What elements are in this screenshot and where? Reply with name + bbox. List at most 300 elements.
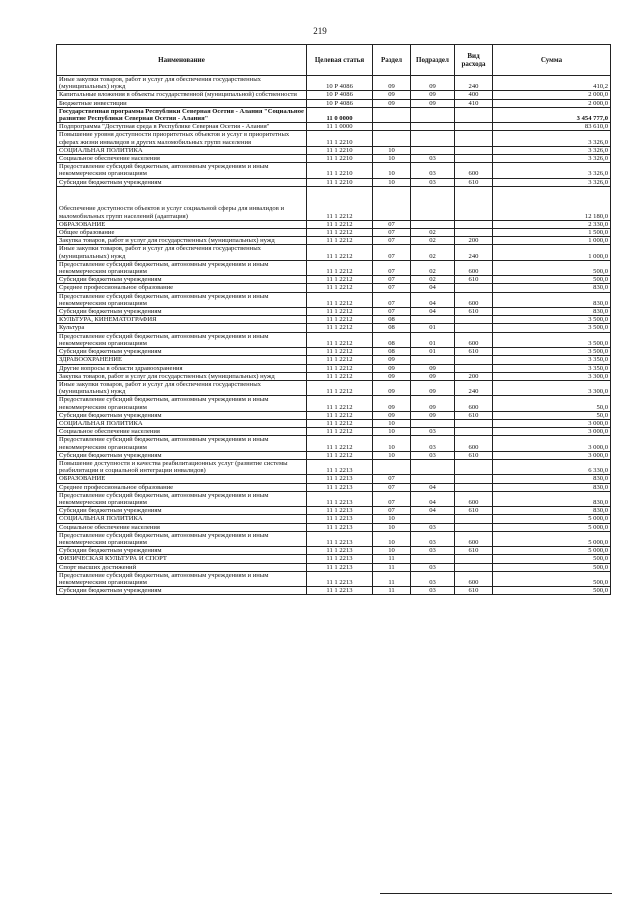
cell-subsection: 01 [411, 332, 455, 347]
cell-target: 11 1 2213 [307, 459, 373, 474]
cell-name: СОЦИАЛЬНАЯ ПОЛИТИКА [57, 146, 307, 154]
cell-subsection: 03 [411, 451, 455, 459]
cell-expense-type: 610 [455, 587, 493, 595]
cell-name: Предоставление субсидий бюджетным, автономным учреждениям и иным некоммерческим организациям [57, 292, 307, 307]
page-number: 219 [313, 26, 327, 36]
cell-section: 10 [373, 451, 411, 459]
cell-target: 11 1 2210 [307, 155, 373, 163]
cell-name: ОБРАЗОВАНИЕ [57, 220, 307, 228]
cell-section: 07 [373, 229, 411, 237]
cell-section [373, 131, 411, 146]
table-row [57, 107, 611, 122]
cell-amount: 5 000,0 [493, 523, 611, 531]
table-row [57, 372, 611, 380]
cell-target: 11 1 2213 [307, 523, 373, 531]
cell-expense-type [455, 131, 493, 146]
cell-section: 07 [373, 308, 411, 316]
cell-target: 11 1 2213 [307, 491, 373, 506]
cell-section: 07 [373, 260, 411, 275]
cell-section: 07 [373, 507, 411, 515]
cell-amount: 3 454 777,0 [493, 107, 611, 122]
table-row [57, 292, 611, 307]
cell-target: 11 1 2212 [307, 332, 373, 347]
table-row [57, 475, 611, 483]
cell-subsection: 03 [411, 155, 455, 163]
cell-amount: 830,0 [493, 308, 611, 316]
cell-subsection: 03 [411, 428, 455, 436]
table-row [57, 245, 611, 260]
cell-subsection [411, 123, 455, 131]
cell-subsection [411, 459, 455, 474]
cell-name: Предоставление субсидий бюджетным, автономным учреждениям и иным некоммерческим организациям [57, 436, 307, 451]
cell-amount: 830,0 [493, 475, 611, 483]
cell-name: ОБРАЗОВАНИЕ [57, 475, 307, 483]
table-row [57, 507, 611, 515]
cell-name: Социальное обеспечение населения [57, 428, 307, 436]
footer-rule [380, 893, 612, 894]
table-row [57, 547, 611, 555]
cell-amount: 3 350,0 [493, 356, 611, 364]
cell-amount: 3 000,0 [493, 419, 611, 427]
cell-name: Субсидии бюджетным учреждениям [57, 547, 307, 555]
cell-name: Предоставление субсидий бюджетным, автономным учреждениям и иным некоммерческим организациям [57, 163, 307, 178]
cell-expense-type: 600 [455, 436, 493, 451]
cell-amount: 500,0 [493, 276, 611, 284]
budget-table [56, 44, 611, 595]
cell-subsection: 03 [411, 587, 455, 595]
table-row [57, 515, 611, 523]
cell-target: 11 1 2212 [307, 316, 373, 324]
header-amount: Сумма [493, 45, 611, 76]
cell-expense-type [455, 364, 493, 372]
cell-expense-type: 610 [455, 308, 493, 316]
cell-subsection: 04 [411, 507, 455, 515]
cell-name: Среднее профессиональное образование [57, 483, 307, 491]
cell-section [373, 186, 411, 220]
cell-name: Предоставление субсидий бюджетным, автономным учреждениям и иным некоммерческим организациям [57, 332, 307, 347]
cell-target: 11 1 2210 [307, 178, 373, 186]
cell-subsection: 01 [411, 324, 455, 332]
cell-expense-type [455, 475, 493, 483]
cell-section: 10 [373, 178, 411, 186]
cell-section: 09 [373, 396, 411, 411]
table-row [57, 186, 611, 220]
cell-amount: 1 000,0 [493, 245, 611, 260]
cell-section: 07 [373, 276, 411, 284]
cell-subsection: 03 [411, 523, 455, 531]
cell-name: СОЦИАЛЬНАЯ ПОЛИТИКА [57, 515, 307, 523]
cell-expense-type: 200 [455, 372, 493, 380]
cell-expense-type: 610 [455, 451, 493, 459]
cell-amount: 3 000,0 [493, 428, 611, 436]
table-row [57, 348, 611, 356]
cell-target: 11 1 2213 [307, 483, 373, 491]
cell-section: 11 [373, 587, 411, 595]
cell-subsection [411, 475, 455, 483]
table-row [57, 220, 611, 228]
cell-amount: 6 330,0 [493, 459, 611, 474]
cell-expense-type [455, 316, 493, 324]
cell-section: 10 [373, 523, 411, 531]
cell-name: Субсидии бюджетным учреждениям [57, 178, 307, 186]
table-row [57, 316, 611, 324]
cell-expense-type [455, 563, 493, 571]
cell-name: Иные закупки товаров, работ и услуг для обеспечения государственных (муниципальных) нужд [57, 76, 307, 91]
table-row [57, 284, 611, 292]
cell-section: 09 [373, 411, 411, 419]
table-row [57, 364, 611, 372]
cell-section: 10 [373, 547, 411, 555]
table-row [57, 237, 611, 245]
cell-amount: 5 000,0 [493, 547, 611, 555]
header-expense-type: Вид расхода [455, 45, 493, 76]
table-row [57, 587, 611, 595]
cell-subsection: 09 [411, 364, 455, 372]
cell-section: 10 [373, 146, 411, 154]
cell-subsection: 02 [411, 276, 455, 284]
cell-amount: 2 330,0 [493, 220, 611, 228]
cell-amount: 3 350,0 [493, 364, 611, 372]
cell-expense-type [455, 419, 493, 427]
cell-target: 11 1 2212 [307, 372, 373, 380]
cell-name: Другие вопросы в области здравоохранения [57, 364, 307, 372]
cell-expense-type [455, 123, 493, 131]
cell-name: Иные закупки товаров, работ и услуг для обеспечения государственных (муниципальных) нужд [57, 245, 307, 260]
cell-expense-type [455, 107, 493, 122]
cell-subsection: 04 [411, 483, 455, 491]
cell-section: 07 [373, 483, 411, 491]
cell-subsection [411, 316, 455, 324]
cell-expense-type: 600 [455, 163, 493, 178]
cell-expense-type [455, 523, 493, 531]
cell-expense-type: 610 [455, 507, 493, 515]
cell-expense-type: 610 [455, 348, 493, 356]
cell-subsection: 09 [411, 76, 455, 91]
cell-subsection: 03 [411, 563, 455, 571]
cell-name: Субсидии бюджетным учреждениям [57, 276, 307, 284]
cell-name: Повышение уровня доступности приоритетных объектов и услуг в приоритетных сферах жизни инвалидов и других маломобильных групп населения [57, 131, 307, 146]
cell-target: 11 1 2212 [307, 186, 373, 220]
table-row [57, 163, 611, 178]
cell-name: Субсидии бюджетным учреждениям [57, 411, 307, 419]
cell-subsection [411, 419, 455, 427]
table-row [57, 436, 611, 451]
cell-section: 10 [373, 163, 411, 178]
cell-expense-type: 610 [455, 411, 493, 419]
cell-target: 11 1 2213 [307, 587, 373, 595]
table-row [57, 419, 611, 427]
cell-subsection: 03 [411, 436, 455, 451]
cell-subsection: 09 [411, 380, 455, 395]
cell-name: Предоставление субсидий бюджетным, автономным учреждениям и иным некоммерческим организациям [57, 571, 307, 586]
cell-name: Государственная программа Республики Северная Осетия - Алания "Социальное развитие Республики Северная Осетия - Алания" [57, 107, 307, 122]
cell-section [373, 107, 411, 122]
table-row [57, 380, 611, 395]
cell-section [373, 459, 411, 474]
cell-subsection: 02 [411, 229, 455, 237]
table-row [57, 76, 611, 91]
cell-section: 10 [373, 419, 411, 427]
table-row [57, 229, 611, 237]
cell-amount: 500,0 [493, 563, 611, 571]
cell-name: Предоставление субсидий бюджетным, автономным учреждениям и иным некоммерческим организациям [57, 491, 307, 506]
cell-section: 09 [373, 91, 411, 99]
cell-amount: 50,0 [493, 411, 611, 419]
table-row [57, 491, 611, 506]
cell-amount: 3 326,0 [493, 163, 611, 178]
cell-target: 11 1 2213 [307, 563, 373, 571]
cell-name: Культура [57, 324, 307, 332]
cell-expense-type: 240 [455, 76, 493, 91]
header-subsection: Подраздел [411, 45, 455, 76]
cell-amount: 500,0 [493, 555, 611, 563]
cell-name: КУЛЬТУРА, КИНЕМАТОГРАФИЯ [57, 316, 307, 324]
cell-target: 11 1 2212 [307, 428, 373, 436]
cell-subsection [411, 131, 455, 146]
header-name: Наименование [57, 45, 307, 76]
cell-expense-type: 600 [455, 531, 493, 546]
table-row [57, 563, 611, 571]
cell-amount: 500,0 [493, 587, 611, 595]
cell-name: Социальное обеспечение населения [57, 155, 307, 163]
cell-target: 11 1 2213 [307, 531, 373, 546]
cell-section: 07 [373, 237, 411, 245]
cell-target: 11 1 2213 [307, 475, 373, 483]
cell-expense-type: 200 [455, 237, 493, 245]
cell-name: Повышение доступности и качества реабилитационных услуг (развитие системы реабилитации и социальной интеграции инвалидов) [57, 459, 307, 474]
cell-subsection: 03 [411, 178, 455, 186]
table-row [57, 308, 611, 316]
cell-expense-type [455, 356, 493, 364]
table-row [57, 356, 611, 364]
cell-section: 10 [373, 515, 411, 523]
cell-subsection: 04 [411, 292, 455, 307]
cell-section: 11 [373, 555, 411, 563]
cell-amount: 3 000,0 [493, 436, 611, 451]
cell-name: Общее образование [57, 229, 307, 237]
cell-amount: 1 000,0 [493, 237, 611, 245]
cell-amount: 1 500,0 [493, 229, 611, 237]
table-body [57, 76, 611, 595]
cell-expense-type [455, 229, 493, 237]
cell-section: 10 [373, 428, 411, 436]
cell-name: Среднее профессиональное образование [57, 284, 307, 292]
cell-target: 11 1 2212 [307, 324, 373, 332]
cell-target: 11 1 2212 [307, 411, 373, 419]
cell-name: Предоставление субсидий бюджетным, автономным учреждениям и иным некоммерческим организациям [57, 396, 307, 411]
cell-expense-type: 600 [455, 260, 493, 275]
table-row [57, 91, 611, 99]
table-row [57, 146, 611, 154]
cell-section: 10 [373, 155, 411, 163]
table-row [57, 411, 611, 419]
cell-subsection: 03 [411, 547, 455, 555]
cell-target: 11 1 2212 [307, 220, 373, 228]
cell-subsection: 02 [411, 245, 455, 260]
cell-target: 11 1 2213 [307, 571, 373, 586]
cell-subsection [411, 146, 455, 154]
cell-expense-type: 240 [455, 245, 493, 260]
cell-target: 11 1 2212 [307, 260, 373, 275]
cell-name: Социальное обеспечение населения [57, 523, 307, 531]
table-row [57, 571, 611, 586]
cell-subsection: 09 [411, 372, 455, 380]
cell-expense-type: 240 [455, 380, 493, 395]
cell-section: 09 [373, 356, 411, 364]
cell-name: Подпрограмма "Доступная среда в Республике Северная Осетия - Алания" [57, 123, 307, 131]
table-row [57, 555, 611, 563]
cell-subsection [411, 515, 455, 523]
table-row [57, 483, 611, 491]
cell-expense-type [455, 155, 493, 163]
cell-subsection: 04 [411, 308, 455, 316]
cell-name: Предоставление субсидий бюджетным, автономным учреждениям и иным некоммерческим организациям [57, 260, 307, 275]
cell-target: 11 1 2210 [307, 163, 373, 178]
cell-amount: 5 000,0 [493, 515, 611, 523]
cell-subsection: 09 [411, 99, 455, 107]
cell-subsection [411, 186, 455, 220]
cell-expense-type [455, 515, 493, 523]
table-row [57, 123, 611, 131]
cell-amount: 3 326,0 [493, 131, 611, 146]
cell-target: 11 1 2212 [307, 292, 373, 307]
cell-amount: 3 000,0 [493, 451, 611, 459]
table-row [57, 459, 611, 474]
cell-target: 11 1 2212 [307, 284, 373, 292]
table-row [57, 99, 611, 107]
cell-expense-type: 610 [455, 178, 493, 186]
cell-name: Закупка товаров, работ и услуг для государственных (муниципальных) нужд [57, 372, 307, 380]
cell-name: Закупка товаров, работ и услуг для государственных (муниципальных) нужд [57, 237, 307, 245]
cell-expense-type [455, 459, 493, 474]
cell-target: 11 0 0000 [307, 107, 373, 122]
cell-section: 10 [373, 531, 411, 546]
cell-subsection [411, 220, 455, 228]
cell-target: 10 Р 4086 [307, 99, 373, 107]
cell-section: 09 [373, 380, 411, 395]
cell-target: 11 1 2213 [307, 547, 373, 555]
table-header [57, 45, 611, 76]
cell-amount: 500,0 [493, 260, 611, 275]
cell-amount: 3 326,0 [493, 178, 611, 186]
cell-subsection [411, 107, 455, 122]
cell-target: 11 1 2212 [307, 419, 373, 427]
cell-amount: 3 500,0 [493, 332, 611, 347]
cell-target: 11 1 0000 [307, 123, 373, 131]
cell-subsection: 03 [411, 163, 455, 178]
cell-expense-type [455, 186, 493, 220]
cell-section: 08 [373, 332, 411, 347]
cell-target: 11 1 2212 [307, 245, 373, 260]
cell-amount: 3 326,0 [493, 146, 611, 154]
cell-amount: 5 000,0 [493, 531, 611, 546]
cell-amount: 830,0 [493, 284, 611, 292]
cell-target: 11 1 2212 [307, 380, 373, 395]
cell-expense-type: 600 [455, 491, 493, 506]
table-row [57, 324, 611, 332]
cell-subsection [411, 555, 455, 563]
cell-target: 10 Р 4086 [307, 76, 373, 91]
cell-section: 10 [373, 436, 411, 451]
cell-target: 11 1 2212 [307, 229, 373, 237]
cell-amount: 3 326,0 [493, 155, 611, 163]
cell-expense-type: 600 [455, 332, 493, 347]
cell-section: 11 [373, 571, 411, 586]
cell-expense-type [455, 555, 493, 563]
cell-section: 08 [373, 316, 411, 324]
table-row [57, 531, 611, 546]
cell-target: 11 1 2212 [307, 451, 373, 459]
cell-section: 09 [373, 372, 411, 380]
cell-expense-type: 610 [455, 547, 493, 555]
cell-amount: 2 000,0 [493, 99, 611, 107]
cell-amount: 2 000,0 [493, 91, 611, 99]
cell-name: ЗДРАВООХРАНЕНИЕ [57, 356, 307, 364]
cell-target: 11 1 2212 [307, 237, 373, 245]
table-row [57, 451, 611, 459]
cell-subsection: 02 [411, 237, 455, 245]
cell-expense-type [455, 146, 493, 154]
cell-name: Капитальные вложения в объекты государственной (муниципальной) собственности [57, 91, 307, 99]
cell-subsection: 01 [411, 348, 455, 356]
cell-expense-type [455, 284, 493, 292]
cell-amount: 500,0 [493, 571, 611, 586]
table-row [57, 276, 611, 284]
cell-amount: 3 300,0 [493, 380, 611, 395]
table-row [57, 428, 611, 436]
cell-section: 07 [373, 220, 411, 228]
cell-name: Спорт высших достижений [57, 563, 307, 571]
cell-subsection: 04 [411, 491, 455, 506]
cell-target: 11 1 2212 [307, 308, 373, 316]
cell-expense-type [455, 428, 493, 436]
cell-subsection: 03 [411, 571, 455, 586]
cell-section: 07 [373, 491, 411, 506]
cell-subsection: 09 [411, 91, 455, 99]
cell-amount: 830,0 [493, 292, 611, 307]
table-row [57, 131, 611, 146]
table-row [57, 332, 611, 347]
cell-amount: 410,2 [493, 76, 611, 91]
table-row [57, 155, 611, 163]
cell-amount: 830,0 [493, 491, 611, 506]
cell-amount: 3 500,0 [493, 316, 611, 324]
cell-name: Субсидии бюджетным учреждениям [57, 308, 307, 316]
cell-subsection: 09 [411, 411, 455, 419]
cell-subsection: 04 [411, 284, 455, 292]
cell-subsection: 03 [411, 531, 455, 546]
cell-name: Субсидии бюджетным учреждениям [57, 507, 307, 515]
cell-amount: 3 300,0 [493, 372, 611, 380]
cell-amount: 3 500,0 [493, 324, 611, 332]
cell-target: 11 1 2213 [307, 515, 373, 523]
cell-expense-type [455, 483, 493, 491]
cell-amount: 830,0 [493, 483, 611, 491]
cell-section: 11 [373, 563, 411, 571]
cell-target: 11 1 2212 [307, 396, 373, 411]
cell-target: 11 1 2212 [307, 348, 373, 356]
cell-subsection: 09 [411, 396, 455, 411]
cell-target: 11 1 2212 [307, 356, 373, 364]
cell-amount: 830,0 [493, 507, 611, 515]
cell-amount: 12 180,0 [493, 186, 611, 220]
cell-section: 07 [373, 292, 411, 307]
cell-section: 09 [373, 364, 411, 372]
cell-subsection [411, 356, 455, 364]
table-row [57, 523, 611, 531]
cell-amount: 3 500,0 [493, 348, 611, 356]
cell-section: 07 [373, 284, 411, 292]
